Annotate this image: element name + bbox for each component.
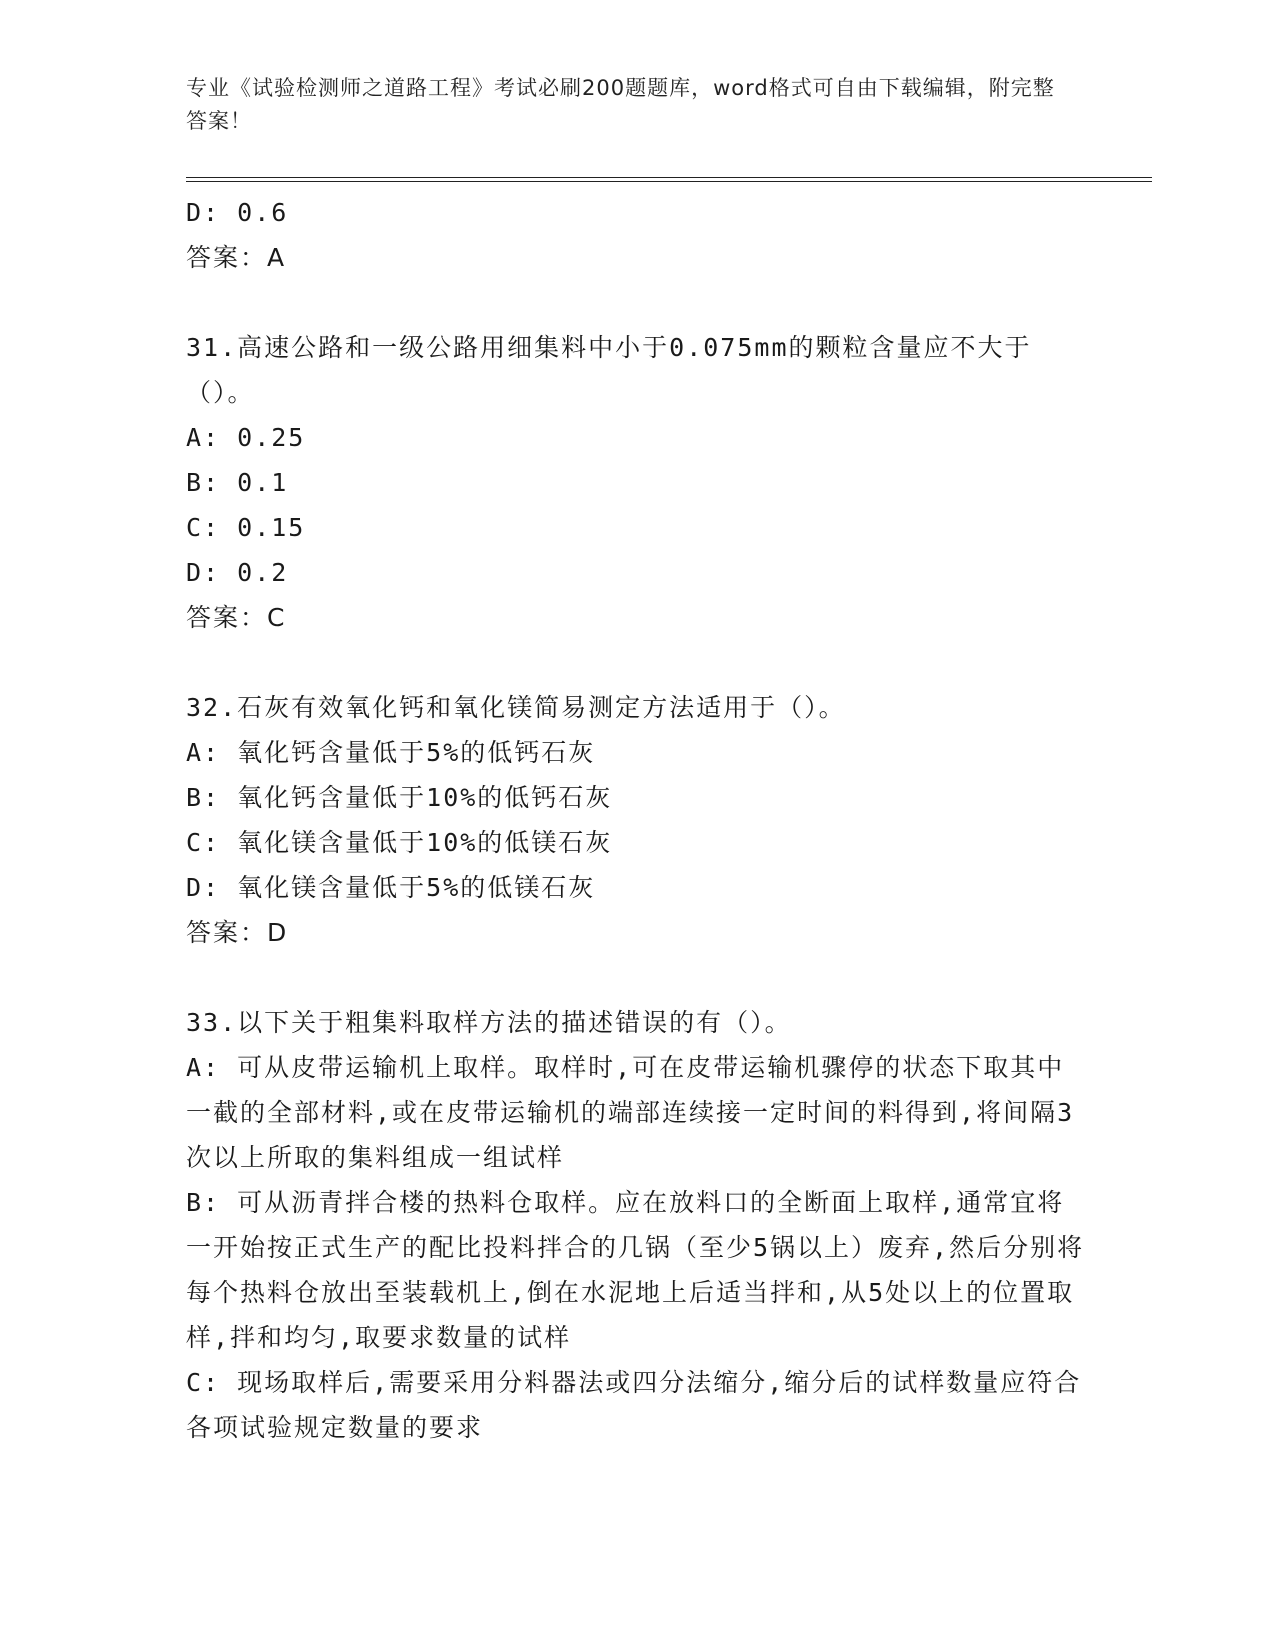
- question-31-option-a: A: 0.25: [186, 423, 306, 452]
- question-31-option-c: C: 0.15: [186, 513, 306, 542]
- question-31: [186, 325, 1086, 640]
- question-32-option-c: C: 氧化镁含量低于10%的低镁石灰: [186, 828, 613, 857]
- question-32-option-d: D: 氧化镁含量低于5%的低镁石灰: [186, 873, 596, 902]
- question-32-option-b: B: 氧化钙含量低于10%的低钙石灰: [186, 783, 613, 812]
- question-33-title: 33.以下关于粗集料取样方法的描述错误的有（）。: [186, 1008, 792, 1037]
- question-33-option-b: B: 可从沥青拌合楼的热料仓取样。应在放料口的全断面上取样,通常宜将一开始按正式生产的配比投料拌合的几锅（至少5锅以上）废弃,然后分别将每个热料仓放出至装载机上,倒在水泥地上后适当拌和,从5处以上的位置取样,拌和均匀,取要求数量的试样: [186, 1188, 1085, 1352]
- question-31-answer: 答案：C: [186, 603, 287, 632]
- question-31-option-b: B: 0.1: [186, 468, 289, 497]
- question-33-option-a: A: 可从皮带运输机上取样。取样时,可在皮带运输机骤停的状态下取其中一截的全部材料,或在皮带运输机的端部连续接一定时间的料得到,将间隔3次以上所取的集料组成一组试样: [186, 1053, 1075, 1172]
- spacer: [186, 640, 1086, 685]
- question-32: [186, 685, 1086, 955]
- question-content: [186, 190, 1086, 1450]
- prev-answer: 答案：A: [186, 243, 287, 272]
- question-32-option-a: A: 氧化钙含量低于5%的低钙石灰: [186, 738, 596, 767]
- header-rule-bottom: [186, 181, 1152, 182]
- header-rule-top: [186, 177, 1152, 178]
- question-33-option-c: C: 现场取样后,需要采用分料器法或四分法缩分,缩分后的试样数量应符合各项试验规定数量的要求: [186, 1368, 1082, 1442]
- spacer: [186, 280, 1086, 325]
- spacer: [186, 955, 1086, 1000]
- question-32-answer: 答案：D: [186, 918, 289, 947]
- question-31-title: 31.高速公路和一级公路用细集料中小于0.075mm的颗粒含量应不大于（）。: [186, 333, 1032, 407]
- question-31-option-d: D: 0.2: [186, 558, 289, 587]
- page-header: 专业《试验检测师之道路工程》考试必刷200题题库，word格式可自由下载编辑，附完整答案！: [186, 76, 1055, 133]
- prev-option-d: D: 0.6: [186, 198, 289, 227]
- question-32-title: 32.石灰有效氧化钙和氧化镁简易测定方法适用于（）。: [186, 693, 846, 722]
- question-33: [186, 1000, 1086, 1450]
